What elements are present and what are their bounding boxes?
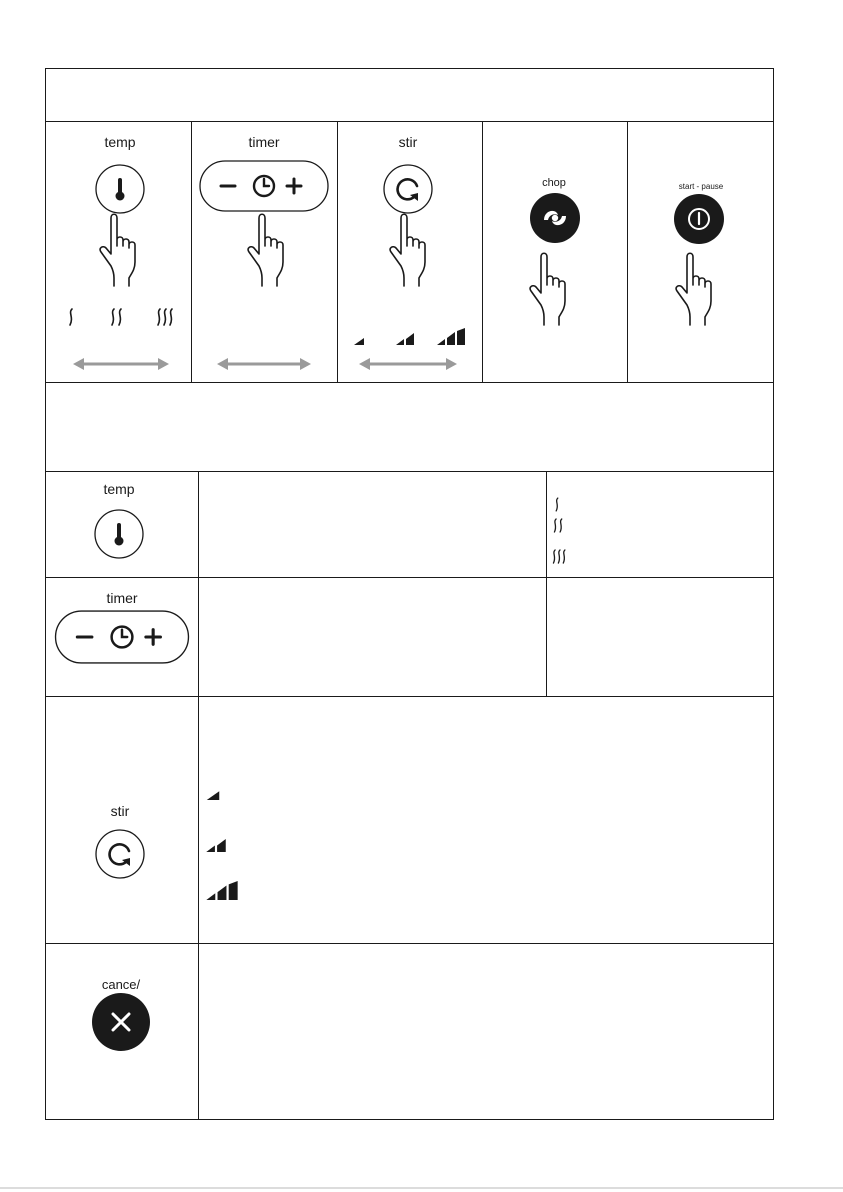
medium-speed-icon (206, 839, 226, 852)
timer-row-extra-cell (546, 577, 774, 697)
low-speed-icon (206, 790, 220, 800)
stir-row-button[interactable] (95, 829, 145, 879)
low-heat-icon (66, 308, 76, 326)
cancel-row-description-cell (198, 943, 774, 1120)
detail-header-row (45, 382, 774, 472)
stir-button[interactable] (383, 164, 433, 214)
temp-row-levels-cell (546, 471, 774, 578)
temp-row-button[interactable] (94, 509, 144, 559)
clock-icon (254, 176, 274, 196)
pointing-hand-icon (527, 251, 577, 326)
medium-speed-icon (396, 333, 414, 345)
overview-title-row (45, 68, 774, 122)
low-speed-icon (354, 337, 364, 345)
low-heat-icon (553, 497, 561, 512)
chop-label: chop (542, 177, 566, 189)
cancel-button[interactable] (92, 993, 150, 1051)
pointing-hand-icon (97, 212, 147, 287)
timer-row-description-cell (198, 577, 547, 697)
timer-label: timer (248, 134, 280, 150)
cancel-label: cance/ (101, 977, 141, 992)
pointing-hand-icon (673, 251, 723, 326)
thermometer-icon (116, 178, 125, 201)
start-pause-label: start - pause (678, 182, 724, 191)
bottom-edge-shadow (0, 1184, 843, 1192)
stir-range-arrow (358, 357, 458, 371)
start-pause-button[interactable] (674, 194, 724, 244)
temp-row-label: temp (103, 481, 135, 497)
timer-row-button[interactable] (54, 610, 190, 664)
stir-label: stir (398, 134, 418, 150)
plus-icon (287, 179, 301, 193)
high-heat-icon (551, 549, 569, 564)
medium-heat-icon (552, 518, 565, 533)
timer-range-arrow (216, 357, 312, 371)
thermometer-icon (115, 523, 124, 546)
timer-button[interactable] (199, 160, 329, 212)
rotate-icon (398, 179, 418, 201)
high-speed-icon (437, 328, 465, 345)
chop-button[interactable] (530, 193, 580, 243)
high-speed-icon (206, 881, 238, 900)
stir-row-icon-cell (45, 696, 199, 944)
timer-row-label: timer (106, 590, 138, 606)
clock-icon (112, 627, 133, 648)
temp-row-description-cell (198, 471, 547, 578)
temp-button[interactable] (95, 164, 145, 214)
pointing-hand-icon (245, 212, 295, 287)
temp-label: temp (104, 134, 136, 150)
stir-row-label: stir (110, 803, 130, 819)
rotate-icon (110, 844, 130, 866)
stir-row-description-cell (198, 696, 774, 944)
medium-heat-icon (109, 308, 125, 326)
high-heat-icon (155, 308, 177, 326)
temp-range-arrow (72, 357, 170, 371)
pointing-hand-icon (387, 212, 437, 287)
plus-icon (146, 630, 161, 645)
